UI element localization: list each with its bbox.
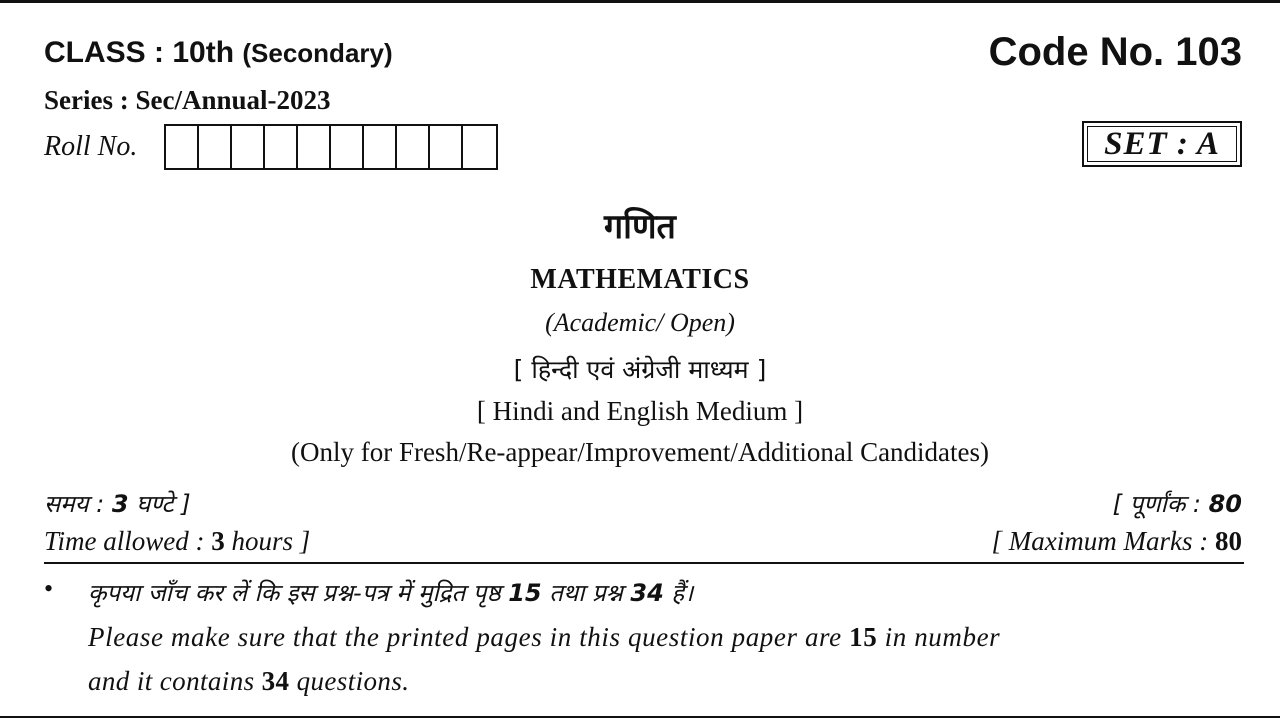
time-english-value: 3 [211, 526, 225, 556]
divider-rule [44, 562, 1244, 564]
class-label: CLASS : 10th [44, 36, 235, 69]
note-hindi-part1: कृपया जाँच कर लें कि इस प्रश्न-पत्र में मुद्रित पृष्ठ [88, 579, 509, 607]
time-hindi-suffix: घण्टे ] [128, 490, 191, 518]
note-english-questions: 34 [261, 666, 290, 696]
note-hindi-part2: तथा प्रश्न [541, 579, 631, 607]
marks-hindi-value: 80 [1208, 490, 1242, 518]
time-hindi [44, 487, 191, 520]
roll-box[interactable] [265, 126, 298, 168]
time-english [44, 526, 310, 557]
roll-box[interactable] [463, 126, 496, 168]
stream-label: (Academic/ Open) [545, 308, 735, 337]
marks-hindi [1113, 487, 1242, 520]
time-english-prefix: Time allowed : [44, 526, 212, 556]
medium-hindi: [ हिन्दी एवं अंग्रेजी माध्यम ] [513, 355, 767, 384]
set-label: SET : A [1104, 125, 1220, 162]
marks-english-prefix: [ Maximum Marks : [991, 526, 1215, 556]
top-border [0, 0, 1280, 3]
note-english-part4: questions. [289, 666, 410, 696]
medium-english: [ Hindi and English Medium ] [476, 396, 804, 426]
roll-number-boxes [164, 124, 498, 170]
class-heading [44, 36, 393, 70]
subject-hindi: गणित [604, 207, 676, 247]
roll-label: Roll No. [44, 131, 138, 162]
roll-box[interactable] [430, 126, 463, 168]
time-hindi-value: 3 [111, 490, 129, 518]
note-hindi-questions: 34 [630, 579, 664, 607]
note-english-part2: in number [877, 622, 1001, 652]
set-box [1082, 121, 1242, 167]
note-hindi-pages: 15 [508, 579, 542, 607]
code-number: Code No. 103 [988, 30, 1242, 74]
note-english-part3: and it contains [88, 666, 262, 696]
roll-box[interactable] [331, 126, 364, 168]
note-english-line2 [88, 666, 409, 697]
note-hindi-part3: हैं। [663, 579, 694, 607]
roll-box[interactable] [232, 126, 265, 168]
series-line: Series : Sec/Annual-2023 [44, 85, 331, 115]
roll-box[interactable] [364, 126, 397, 168]
time-hindi-prefix: समय : [44, 490, 112, 518]
marks-english-value: 80 [1215, 526, 1242, 556]
note-english-pages: 15 [849, 622, 878, 652]
roll-box[interactable] [166, 126, 199, 168]
note-hindi [88, 576, 693, 609]
bullet-point: • [44, 574, 54, 603]
roll-box[interactable] [397, 126, 430, 168]
marks-english [992, 526, 1242, 557]
roll-box[interactable] [298, 126, 331, 168]
candidates-note: (Only for Fresh/Re-appear/Improvement/Additional Candidates) [290, 437, 990, 467]
marks-hindi-prefix: [ पूर्णांक : [1112, 490, 1209, 518]
bottom-border [0, 716, 1280, 718]
subject-english: MATHEMATICS [530, 264, 750, 295]
note-english-line1 [88, 622, 1000, 653]
class-sub: (Secondary) [242, 38, 393, 68]
note-english-part1: Please make sure that the printed pages in this question paper are [88, 622, 850, 652]
time-english-suffix: hours ] [224, 526, 311, 556]
roll-box[interactable] [199, 126, 232, 168]
